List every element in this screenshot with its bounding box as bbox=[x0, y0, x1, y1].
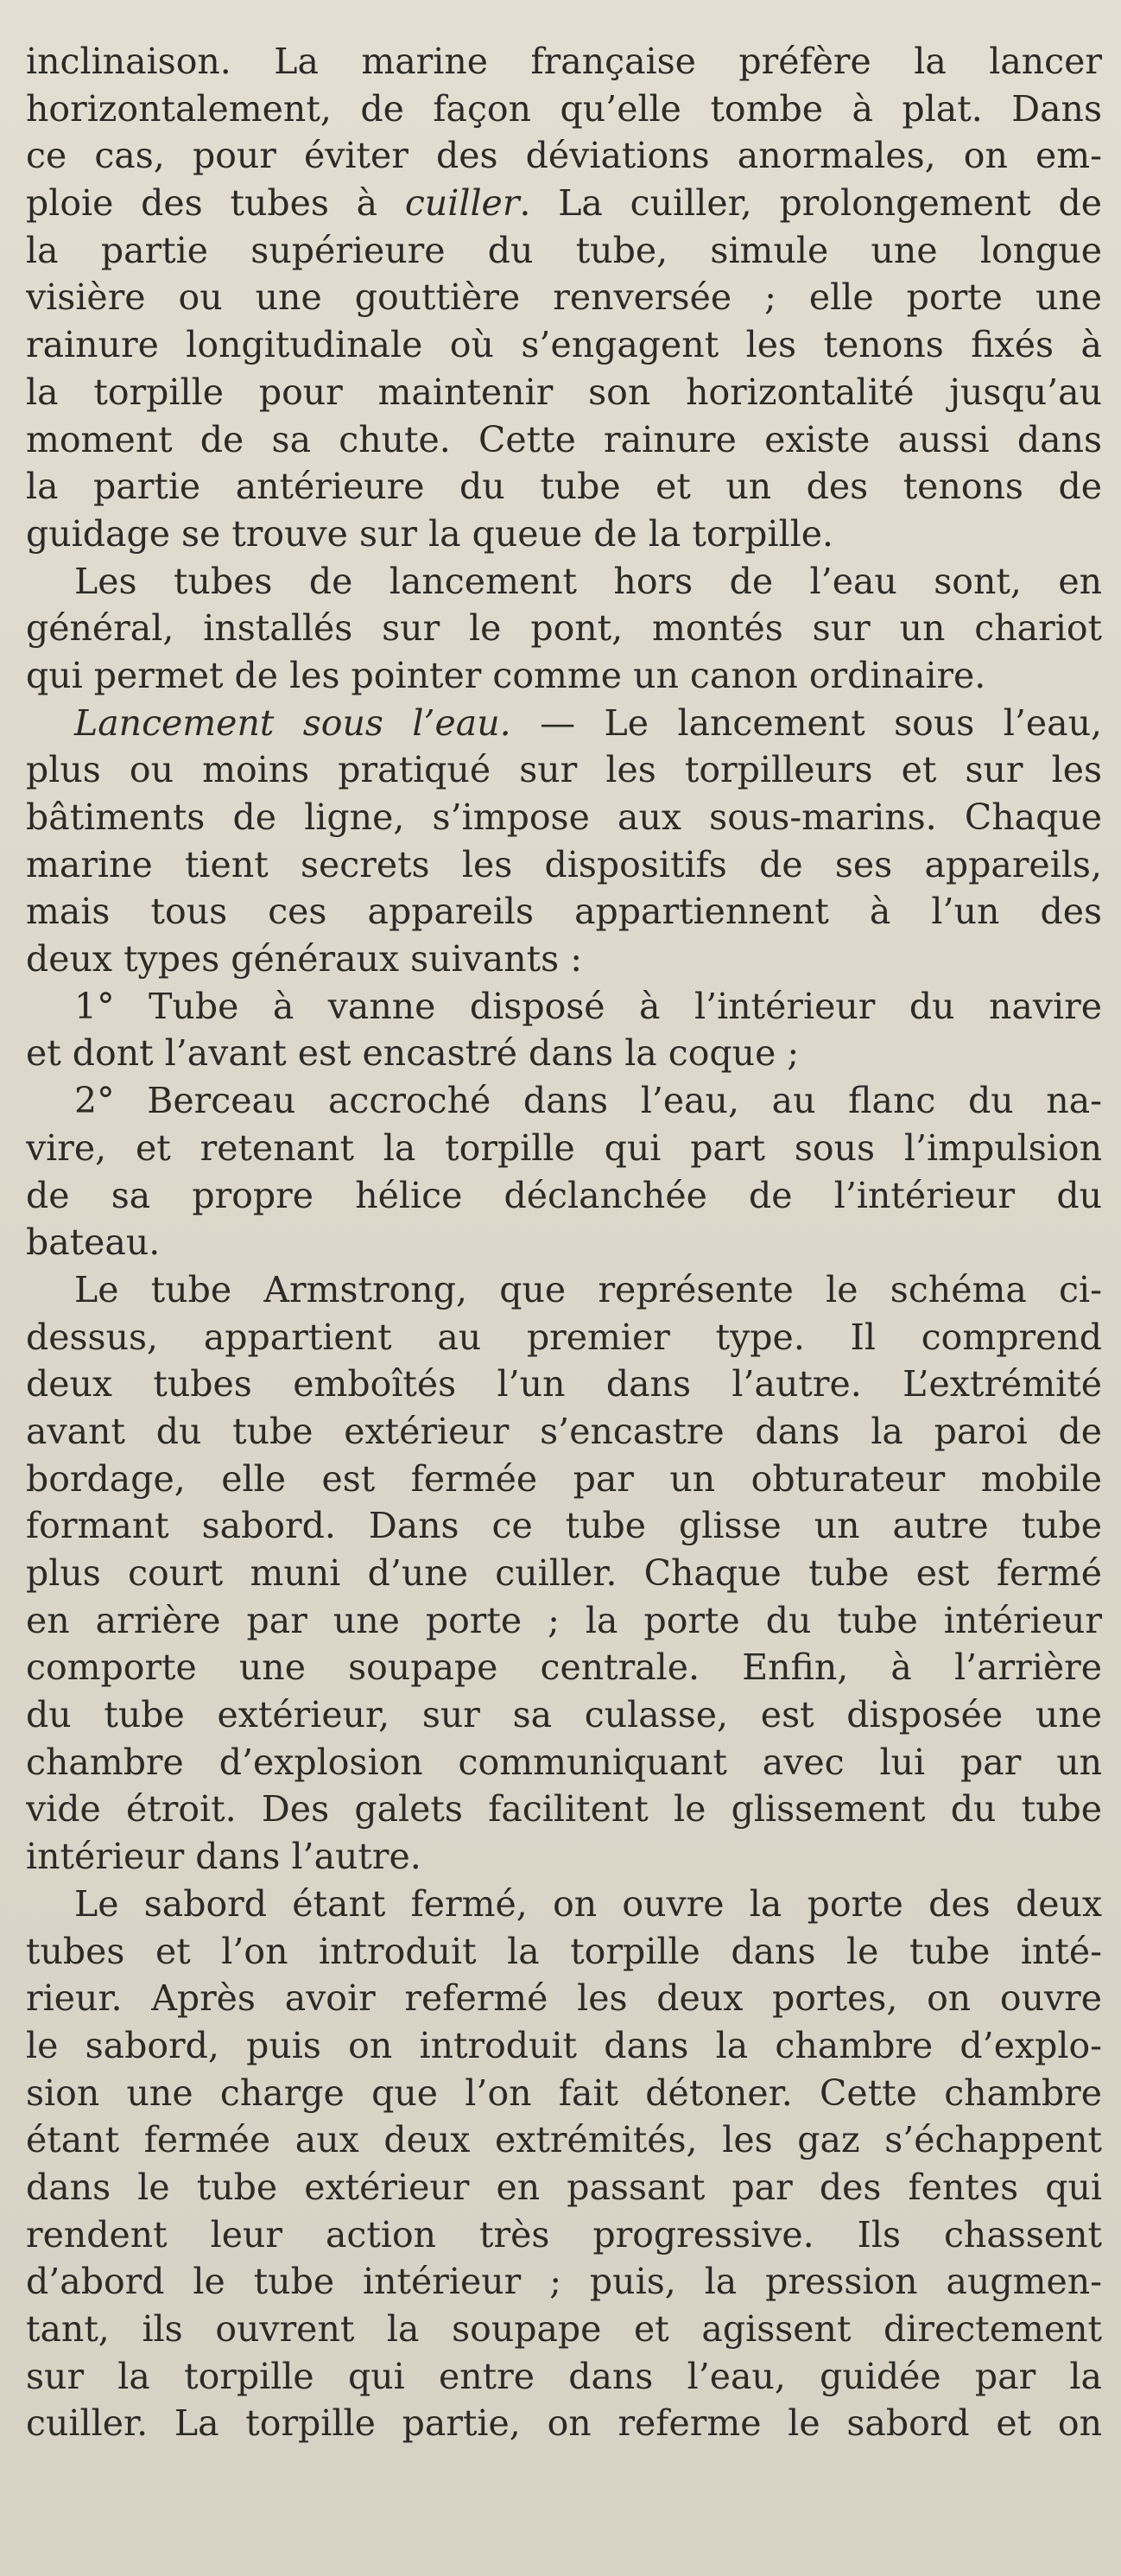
text-line: avant du tube extérieur s’encastre dans la paroi de bbox=[26, 1410, 1102, 1452]
text-line: rendent leur action très progressive. Ils chassent bbox=[26, 2213, 1102, 2256]
text-line: vide étroit. Des galets facilitent le glissement du tube bbox=[26, 1788, 1102, 1830]
text-line: mais tous ces appareils appartiennent à l’un des bbox=[26, 891, 1102, 933]
text-line: étant fermée aux deux extrémités, les gaz s’échappent bbox=[26, 2119, 1102, 2161]
text-line: dans le tube extérieur en passant par des fentes qui bbox=[26, 2166, 1102, 2208]
text-line: du tube extérieur, sur sa culasse, est disposée une bbox=[26, 1694, 1102, 1736]
text-line bbox=[26, 700, 1102, 747]
text-line: rieur. Après avoir refermé les deux portes, on ouvre bbox=[26, 1977, 1102, 2020]
text-line: bordage, elle est fermée par un obturateur mobile bbox=[26, 1457, 1102, 1500]
text-line: plus court muni d’une cuiller. Chaque tube est fermé bbox=[26, 1552, 1102, 1594]
paragraph bbox=[26, 1881, 1102, 2447]
text-line: en arrière par une porte ; la porte du tube intérieur bbox=[26, 1599, 1102, 1641]
text-line: et dont l’avant est encastré dans la coque ; bbox=[26, 1032, 800, 1075]
text-line: sion une charge que l’on fait détoner. Cette chambre bbox=[26, 2072, 1102, 2114]
text-line: bateau. bbox=[26, 1221, 161, 1264]
text-line: la partie antérieure du tube et un des tenons de bbox=[26, 466, 1102, 508]
paragraph bbox=[26, 983, 1102, 1077]
text-line: cuiller. La torpille partie, on referme le sabord et on bbox=[26, 2402, 1102, 2445]
text-line: visière ou une gouttière renversée ; elle porte une bbox=[26, 276, 1102, 319]
text-line: bâtiments de ligne, s’impose aux sous-marins. Chaque bbox=[26, 796, 1102, 838]
text-line: formant sabord. Dans ce tube glisse un autre tube bbox=[26, 1505, 1102, 1547]
text-line: plus ou moins pratiqué sur les torpilleurs et sur les bbox=[26, 749, 1102, 791]
text-line: vire, et retenant la torpille qui part sous l’impulsion bbox=[26, 1126, 1102, 1169]
text-line: guidage se trouve sur la queue de la torpille. bbox=[26, 512, 834, 555]
text-line: tant, ils ouvrent la soupape et agissent directement bbox=[26, 2308, 1102, 2350]
text-line: le sabord, puis on introduit dans la chambre d’explo- bbox=[26, 2024, 1102, 2066]
text-line: Le sabord étant fermé, on ouvre la porte des deux bbox=[74, 1882, 1102, 1925]
paragraph bbox=[26, 1266, 1102, 1881]
text-line: d’abord le tube intérieur ; puis, la pression augmen- bbox=[26, 2261, 1102, 2303]
text-run: — Le lancement sous l’eau, bbox=[510, 701, 1102, 744]
text-run: ploie des tubes à bbox=[26, 182, 405, 225]
italic-run: Lancement sous l’eau. bbox=[74, 701, 511, 744]
text-line: la partie supérieure du tube, simule une longue bbox=[26, 229, 1102, 271]
text-line: moment de sa chute. Cette rainure existe aussi dans bbox=[26, 418, 1102, 460]
text-line: ce cas, pour éviter des déviations anormales, on em- bbox=[26, 135, 1102, 177]
text-line: la torpille pour maintenir son horizontalité jusqu’au bbox=[26, 371, 1102, 413]
italic-run: cuiller bbox=[404, 182, 520, 225]
paragraph bbox=[26, 38, 1102, 558]
text-line: deux tubes emboîtés l’un dans l’autre. L’extrémité bbox=[26, 1363, 1102, 1405]
text-line: 1° Tube à vanne disposé à l’intérieur du navire bbox=[74, 985, 1102, 1027]
text-line: inclinaison. La marine française préfère la lancer bbox=[26, 41, 1102, 82]
paragraph bbox=[26, 700, 1102, 983]
text-line: chambre d’explosion communiquant avec lui par un bbox=[26, 1741, 1102, 1783]
text-line: général, installés sur le pont, montés sur un chariot bbox=[26, 607, 1102, 650]
text-line: rainure longitudinale où s’engagent les tenons fixés à bbox=[26, 324, 1102, 366]
text-line: horizontalement, de façon qu’elle tombe à plat. Dans bbox=[26, 87, 1102, 130]
text-line: intérieur dans l’autre. bbox=[26, 1836, 421, 1878]
text-line bbox=[26, 180, 1102, 227]
text-line: 2° Berceau accroché dans l’eau, au flanc du na- bbox=[74, 1080, 1102, 1122]
text-line: Le tube Armstrong, que représente le schéma ci- bbox=[74, 1268, 1102, 1310]
text-line: sur la torpille qui entre dans l’eau, guidée par la bbox=[26, 2355, 1102, 2397]
text-line: de sa propre hélice déclanchée de l’intérieur du bbox=[26, 1174, 1102, 1216]
paragraph bbox=[26, 1077, 1102, 1266]
text-line: tubes et l’on introduit la torpille dans le tube inté- bbox=[26, 1930, 1102, 1972]
text-run: . La cuiller, prolongement de bbox=[519, 182, 1102, 225]
paragraph bbox=[26, 558, 1102, 700]
text-line: deux types généraux suivants : bbox=[26, 938, 583, 980]
text-line: marine tient secrets les dispositifs de ses appareils, bbox=[26, 843, 1102, 885]
page-text-body bbox=[26, 38, 1102, 2447]
text-line: dessus, appartient au premier type. Il comprend bbox=[26, 1316, 1102, 1358]
text-line: comporte une soupape centrale. Enfin, à l’arrière bbox=[26, 1646, 1102, 1689]
text-line: Les tubes de lancement hors de l’eau sont, en bbox=[74, 560, 1102, 602]
text-line: qui permet de les pointer comme un canon ordinaire. bbox=[26, 654, 986, 696]
